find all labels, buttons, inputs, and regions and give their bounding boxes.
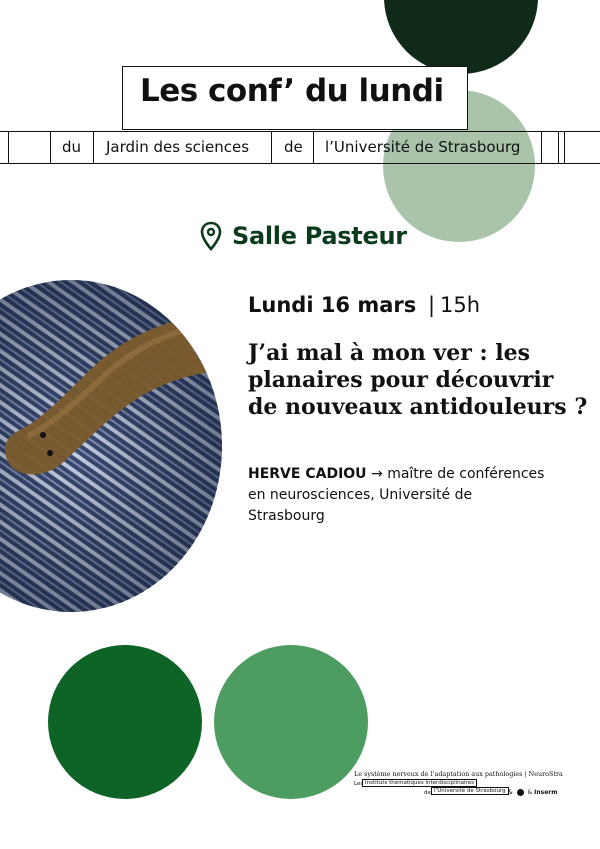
footer-program-name: Le système nerveux de l’adaptation aux pathologies | NeuroStra — [354, 770, 563, 778]
date-time-separator: | — [428, 293, 436, 317]
footer-instituts: Instituts thématiques interdisciplinaires — [362, 779, 477, 787]
footer-partner-logos — [508, 789, 558, 796]
decorative-circle-dark — [384, 0, 538, 74]
nav-de: de — [284, 138, 303, 156]
divider — [8, 131, 9, 164]
decorative-circle-forest — [48, 645, 202, 799]
divider — [313, 131, 314, 164]
speaker-role: maître de conférences en neurosciences, Université de Strasbourg — [248, 466, 545, 524]
venue-name: Salle Pasteur — [232, 222, 407, 250]
speaker-arrow: → — [371, 466, 383, 482]
footer-and: & — [527, 789, 533, 796]
divider — [541, 131, 542, 164]
cnrs-logo-icon — [517, 789, 524, 796]
nav-universite: l’Université de Strasbourg — [325, 138, 521, 156]
footer-de: de — [424, 790, 431, 796]
divider — [50, 131, 51, 164]
event-time: 15h — [440, 293, 481, 317]
nav-du: du — [62, 138, 82, 156]
nav-jardin-des-sciences: Jardin des sciences — [106, 138, 250, 156]
planarian-photo — [0, 280, 222, 612]
divider — [271, 131, 272, 164]
speaker-info — [248, 464, 548, 527]
footer-universite: l’Université de Strasbourg — [431, 787, 509, 795]
divider — [93, 131, 94, 164]
page-title: Les conf’ du lundi — [140, 73, 444, 109]
decorative-circle-green — [214, 645, 368, 799]
speaker-name: HERVE CADIOU — [248, 466, 367, 482]
inserm-logo: Inserm — [534, 789, 558, 796]
divider — [558, 131, 559, 164]
talk-title: J’ai mal à mon ver : les planaires pour découvrir de nouveaux antidouleurs ? — [248, 340, 588, 420]
map-pin-icon — [200, 221, 222, 251]
footer-and: & — [508, 789, 513, 796]
event-date: Lundi 16 mars — [248, 293, 417, 317]
footer-les: Les — [354, 781, 364, 787]
divider — [564, 131, 565, 164]
